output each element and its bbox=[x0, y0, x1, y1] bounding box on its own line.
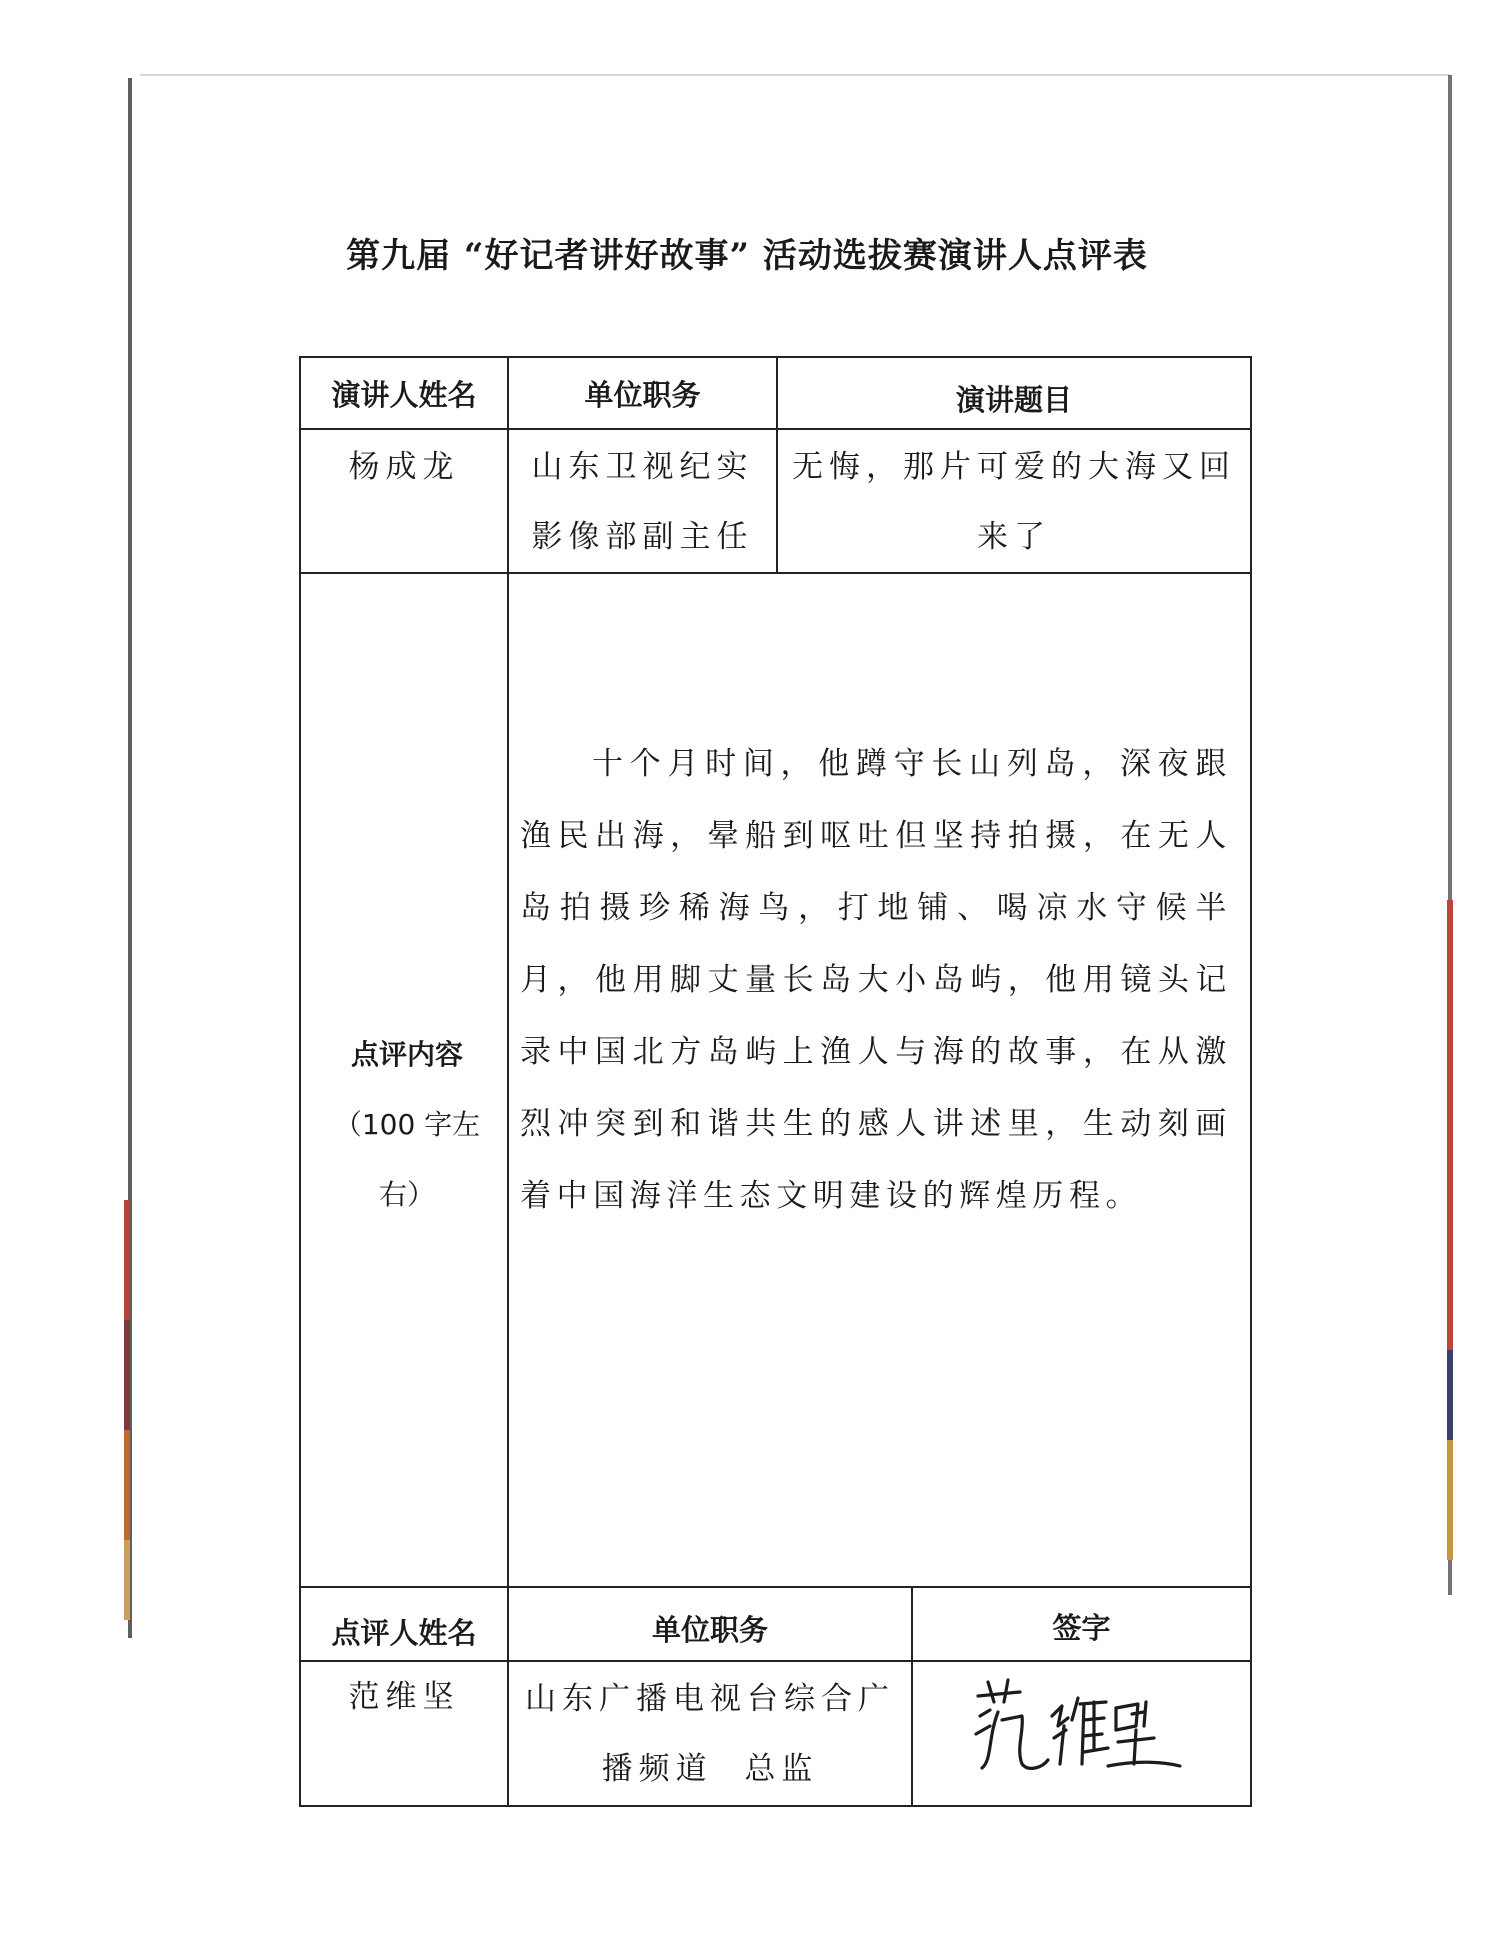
binding-stripe bbox=[124, 1430, 130, 1540]
speech-topic-line: 来了 bbox=[977, 519, 1051, 555]
reviewer-unit bbox=[509, 1662, 911, 1805]
header-speaker-unit: 单位职务 bbox=[584, 377, 701, 412]
header-reviewer-unit: 单位职务 bbox=[651, 1612, 768, 1647]
speech-topic-line: 无悔，那片可爱的大海又回 bbox=[792, 449, 1236, 485]
header-speaker-name: 演讲人姓名 bbox=[331, 377, 477, 412]
handwritten-signature bbox=[968, 1668, 1188, 1778]
page-title: 第九届 “好记者讲好故事” 活动选拔赛演讲人点评表 bbox=[346, 236, 1148, 276]
speaker-name: 杨成龙 bbox=[348, 449, 460, 485]
binding-stripe bbox=[124, 1200, 130, 1320]
reviewer-unit-line: 山东广播电视台综合广 bbox=[525, 1680, 895, 1717]
reviewer-name: 范维坚 bbox=[348, 1679, 460, 1715]
speaker-unit bbox=[509, 432, 776, 572]
header-speech-topic: 演讲题目 bbox=[955, 382, 1072, 417]
speaker-unit-line: 山东卫视纪实 bbox=[531, 449, 754, 485]
review-label bbox=[302, 1020, 512, 1230]
review-label-main: 点评内容 bbox=[350, 1038, 463, 1071]
binding-stripe bbox=[1447, 1440, 1453, 1560]
review-label-note: （100 字左 bbox=[333, 1108, 481, 1141]
binding-stripe bbox=[1447, 900, 1453, 1350]
reviewer-unit-line: 播频道 总监 bbox=[601, 1750, 819, 1787]
speech-topic bbox=[778, 432, 1250, 572]
review-label-note: 右） bbox=[378, 1178, 435, 1211]
review-content: 十个月时间，他蹲守长山列岛，深夜跟渔民出海，晕船到呕吐但坚持拍摄，在无人岛拍摄珍稀海鸟，打地铺、喝凉水守候半月，他用脚丈量长岛大小岛屿，他用镜头记录中国北方岛屿上渔人与海的故事，在从激烈冲突到和谐共生的感人讲述里，生动刻画着中国海洋生态文明建设的辉煌历程。 bbox=[520, 746, 1232, 1214]
binding-stripe bbox=[124, 1320, 130, 1430]
speaker-unit-line: 影像部副主任 bbox=[531, 519, 754, 555]
binding-stripe bbox=[124, 1540, 130, 1620]
header-signature: 签字 bbox=[1052, 1610, 1111, 1645]
binding-stripe bbox=[1447, 1350, 1453, 1440]
header-reviewer-name: 点评人姓名 bbox=[331, 1615, 477, 1650]
scan-top-edge bbox=[140, 74, 1450, 76]
